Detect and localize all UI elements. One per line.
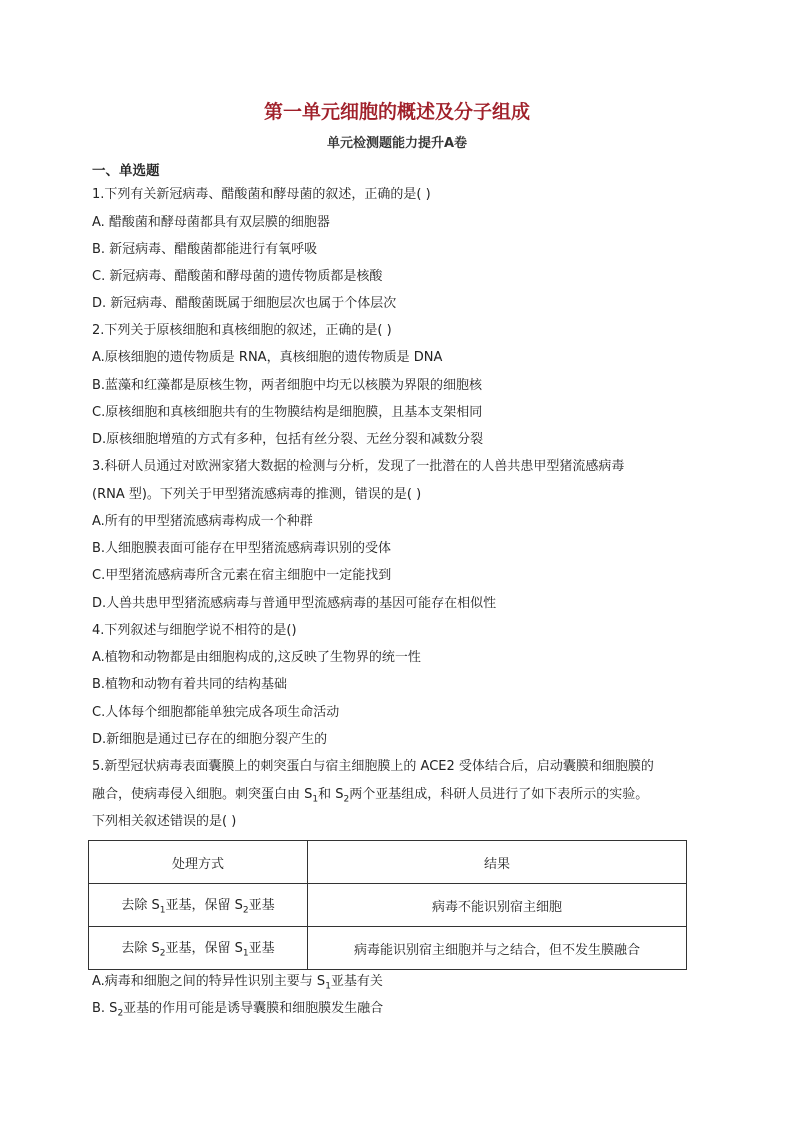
table-header-row — [89, 841, 687, 884]
question-2-stem: 2.下列关于原核细胞和真核细胞的叙述，正确的是( ) — [92, 323, 392, 338]
table-cell-treatment: 去除 $S_2$亚基，保留 $S_1$亚基 — [89, 927, 308, 970]
question-2-option-c: C.原核细胞和真核细胞共有的生物膜结构是细胞膜，且基本支架相同 — [92, 405, 483, 420]
question-3-stem-line1: 3.科研人员通过对欧洲家猪大数据的检测与分析，发现了一批潜在的人兽共患甲型猪流感病毒 — [92, 459, 625, 474]
table-row — [89, 884, 687, 927]
document-subtitle: 单元检测题能力提升A卷 — [326, 136, 468, 151]
section-heading: 一、单选题 — [92, 163, 160, 179]
question-3-stem-line2: (RNA 型)。下列关于甲型猪流感病毒的推测，错误的是( ) — [92, 487, 422, 502]
question-3-option-b: B.人细胞膜表面可能存在甲型猪流感病毒识别的受体 — [92, 541, 392, 556]
question-3-option-d: D.人兽共患甲型猪流感病毒与普通甲型流感病毒的基因可能存在相似性 — [92, 596, 497, 611]
question-2-option-b: B.蓝藻和红藻都是原核生物，两者细胞中均无以核膜为界限的细胞核 — [92, 378, 483, 393]
table-header-treatment: 处理方式 — [89, 841, 308, 884]
question-2-option-a: A.原核细胞的遗传物质是 RNA，真核细胞的遗传物质是 DNA — [92, 350, 443, 365]
table-header-result: 结果 — [308, 841, 687, 884]
question-1-stem: 1.下列有关新冠病毒、醋酸菌和酵母菌的叙述，正确的是( ) — [92, 187, 431, 202]
question-2-option-d: D.原核细胞增殖的方式有多种，包括有丝分裂、无丝分裂和减数分裂 — [92, 432, 484, 447]
question-4-option-c: C.人体每个细胞都能单独完成各项生命活动 — [92, 705, 340, 720]
question-5-stem-line3: 下列相关叙述错误的是( ) — [92, 814, 237, 829]
question-1-option-b: B. 新冠病毒、醋酸菌都能进行有氧呼吸 — [92, 242, 318, 257]
question-3-option-a: A.所有的甲型猪流感病毒构成一个种群 — [92, 514, 313, 529]
question-3-option-c: C.甲型猪流感病毒所含元素在宿主细胞中一定能找到 — [92, 568, 392, 583]
question-4-stem: 4.下列叙述与细胞学说不相符的是() — [92, 623, 297, 638]
question-1-option-a: A. 醋酸菌和酵母菌都具有双层膜的细胞器 — [92, 215, 330, 230]
document-title: 第一单元细胞的概述及分子组成 — [263, 101, 530, 123]
experiment-table — [88, 840, 687, 970]
question-4-option-b: B.植物和动物有着共同的结构基础 — [92, 677, 288, 692]
question-5-option-a: A.病毒和细胞之间的特异性识别主要与 $S_1$亚基有关 — [92, 974, 383, 992]
question-5-option-b: B. $S_2$亚基的作用可能是诱导囊膜和细胞膜发生融合 — [92, 1001, 384, 1019]
question-1-option-d: D. 新冠病毒、醋酸菌既属于细胞层次也属于个体层次 — [92, 296, 397, 311]
table-cell-result: 病毒能识别宿主细胞并与之结合，但不发生膜融合 — [308, 927, 687, 970]
table-row — [89, 927, 687, 970]
question-5-stem-line2: 融合，使病毒侵入细胞。刺突蛋白由 $S_1$和 $S_2$两个亚基组成，科研人员进行了如下表所示的实验。 — [92, 787, 649, 805]
question-4-option-a: A.植物和动物都是由细胞构成的,这反映了生物界的统一性 — [92, 650, 421, 665]
table-cell-result: 病毒不能识别宿主细胞 — [308, 884, 687, 927]
question-5-stem-line1: 5.新型冠状病毒表面囊膜上的刺突蛋白与宿主细胞膜上的 ACE2 受体结合后，启动囊膜和细胞膜的 — [92, 759, 654, 774]
table-cell-treatment: 去除 $S_1$亚基，保留 $S_2$亚基 — [89, 884, 308, 927]
question-4-option-d: D.新细胞是通过已存在的细胞分裂产生的 — [92, 732, 328, 747]
question-1-option-c: C. 新冠病毒、醋酸菌和酵母菌的遗传物质都是核酸 — [92, 269, 383, 284]
